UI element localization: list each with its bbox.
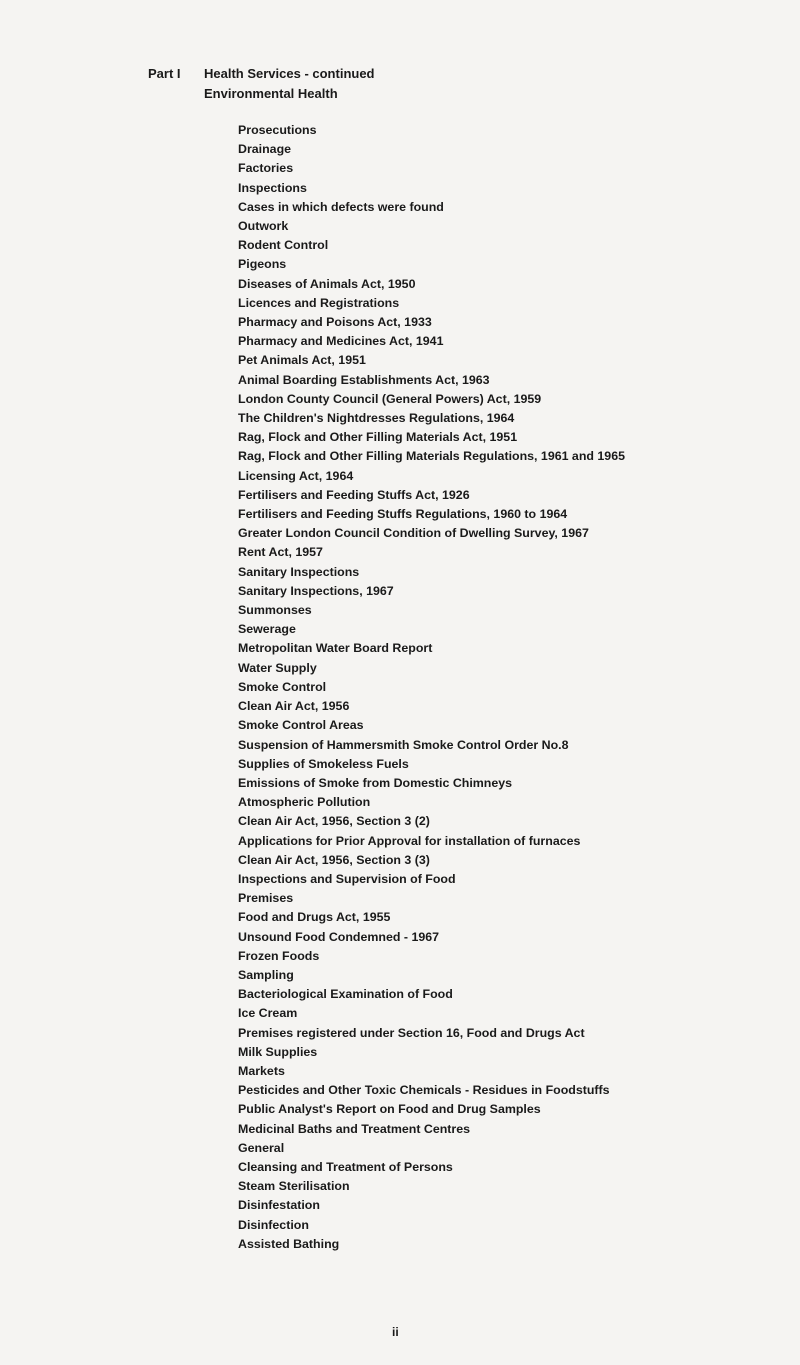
contents-item: Applications for Prior Approval for installation of furnaces	[238, 833, 581, 848]
contents-item: Outwork	[238, 219, 289, 234]
contents-item: Clean Air Act, 1956, Section 3 (3)	[238, 852, 430, 867]
contents-item: Ice Cream	[238, 1006, 298, 1021]
contents-item: Clean Air Act, 1956, Section 3 (2)	[238, 814, 430, 829]
contents-item: Sewerage	[238, 622, 296, 637]
contents-item: Drainage	[238, 142, 292, 157]
contents-item: Frozen Foods	[238, 948, 320, 963]
contents-item: Smoke Control Areas	[238, 718, 364, 733]
contents-item: Clean Air Act, 1956	[238, 699, 350, 714]
contents-item: The Children's Nightdresses Regulations, 1964	[238, 411, 515, 426]
contents-item: Premises registered under Section 16, Food and Drugs Act	[238, 1025, 585, 1040]
contents-item: Premises	[238, 891, 294, 906]
contents-item: Smoke Control	[238, 679, 327, 694]
contents-item: Atmospheric Pollution	[238, 795, 371, 810]
contents-item: Licences and Registrations	[238, 295, 400, 310]
contents-item: Animal Boarding Establishments Act, 1963	[238, 372, 490, 387]
contents-item: Steam Sterilisation	[238, 1179, 350, 1194]
contents-item: Pharmacy and Medicines Act, 1941	[238, 334, 444, 349]
contents-item: Cases in which defects were found	[238, 199, 444, 214]
contents-item: Bacteriological Examination of Food	[238, 987, 453, 1002]
contents-item: Water Supply	[238, 660, 317, 675]
contents-item: Inspections	[238, 180, 307, 195]
contents-item: London County Council (General Powers) Act, 1959	[238, 391, 542, 406]
contents-item: General	[238, 1140, 285, 1155]
contents-item: Rodent Control	[238, 238, 329, 253]
contents-item: Sampling	[238, 967, 294, 982]
contents-item: Factories	[238, 161, 294, 176]
header-row	[148, 64, 375, 84]
contents-item: Greater London Council Condition of Dwelling Survey, 1967	[238, 526, 589, 541]
contents-item: Pharmacy and Poisons Act, 1933	[238, 315, 432, 330]
contents-item: Medicinal Baths and Treatment Centres	[238, 1121, 471, 1136]
part-label: Part I	[148, 66, 181, 81]
contents-item: Fertilisers and Feeding Stuffs Regulations, 1960 to 1964	[238, 507, 568, 522]
contents-item: Supplies of Smokeless Fuels	[238, 756, 409, 771]
contents-item: Prosecutions	[238, 123, 317, 137]
contents-item: Assisted Bathing	[238, 1236, 340, 1251]
contents-item: Pigeons	[238, 257, 287, 272]
page-number: ii	[392, 1325, 399, 1339]
page-header	[148, 64, 375, 104]
subsection-title: Environmental Health	[204, 86, 338, 101]
contents-item: Disinfection	[238, 1217, 309, 1232]
contents-item: Sanitary Inspections	[238, 564, 360, 579]
contents-item: Sanitary Inspections, 1967	[238, 583, 394, 598]
contents-item: Rent Act, 1957	[238, 545, 323, 560]
contents-item: Metropolitan Water Board Report	[238, 641, 433, 656]
contents-item: Rag, Flock and Other Filling Materials Act, 1951	[238, 430, 518, 445]
contents-item: Public Analyst's Report on Food and Drug Samples	[238, 1102, 541, 1117]
contents-item: Rag, Flock and Other Filling Materials Regulations, 1961 and 1965	[238, 449, 625, 464]
contents-item: Licensing Act, 1964	[238, 468, 354, 483]
contents-item: Milk Supplies	[238, 1044, 318, 1059]
contents-item: Fertilisers and Feeding Stuffs Act, 1926	[238, 487, 470, 502]
contents-item: Pesticides and Other Toxic Chemicals - Residues in Foodstuffs	[238, 1083, 610, 1098]
contents-item: Unsound Food Condemned - 1967	[238, 929, 440, 944]
contents-item: Food and Drugs Act, 1955	[238, 910, 391, 925]
contents-item: Cleansing and Treatment of Persons	[238, 1159, 453, 1174]
contents-item: Diseases of Animals Act, 1950	[238, 276, 416, 291]
contents-item: Pet Animals Act, 1951	[238, 353, 366, 368]
contents-list	[238, 121, 625, 1254]
contents-item: Disinfestation	[238, 1198, 320, 1213]
contents-item: Inspections and Supervision of Food	[238, 871, 456, 886]
contents-item: Suspension of Hammersmith Smoke Control Order No.8	[238, 737, 569, 752]
section-title: Health Services - continued	[204, 66, 375, 81]
contents-item: Markets	[238, 1063, 285, 1078]
contents-item: Emissions of Smoke from Domestic Chimneys	[238, 775, 513, 790]
contents-item: Summonses	[238, 603, 312, 618]
